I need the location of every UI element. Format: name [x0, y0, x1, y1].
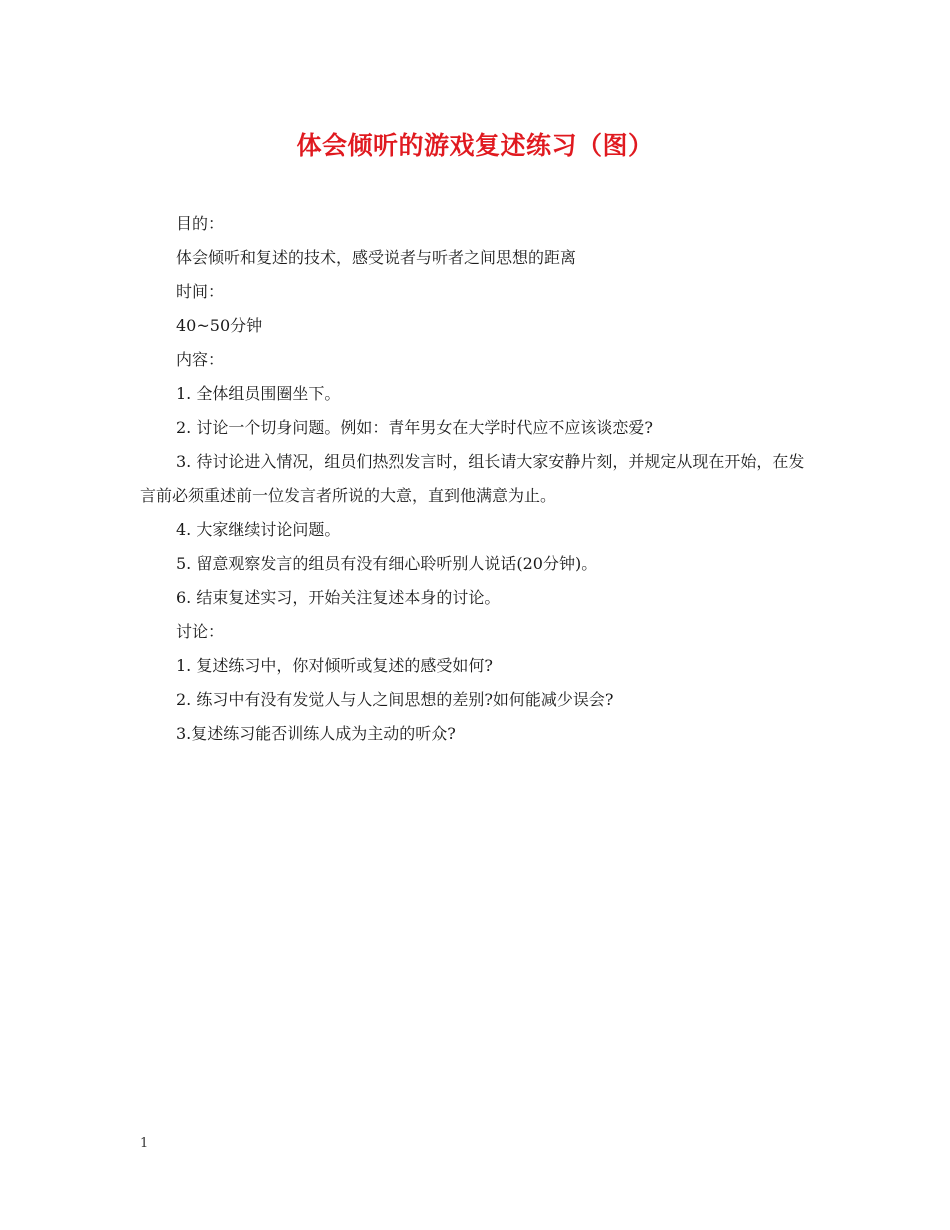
paragraph-purpose-heading: 目的： — [176, 214, 225, 233]
page-number: 1 — [140, 1136, 149, 1151]
paragraph-content-heading: 内容： — [176, 350, 225, 369]
list-item-content-5: 5. 留意观察发言的组员有没有细心聆听别人说话(20分钟)。 — [176, 554, 598, 573]
list-item-discussion-3: 3.复述练习能否训练人成为主动的听众? — [176, 724, 456, 743]
paragraph-time-heading: 时间： — [176, 282, 225, 301]
document-body — [140, 207, 815, 751]
list-item-content-4: 4. 大家继续讨论问题。 — [176, 520, 341, 539]
list-item-content-3: 3. 待讨论进入情况，组员们热烈发言时，组长请大家安静片刻，并规定从现在开始，在发言前必须重述前一位发言者所说的大意，直到他满意为止。 — [140, 452, 805, 505]
paragraph-purpose-text: 体会倾听和复述的技术，感受说者与听者之间思想的距离 — [176, 248, 577, 267]
list-item-content-2: 2. 讨论一个切身问题。例如：青年男女在大学时代应不应该谈恋爱? — [176, 418, 653, 437]
list-item-content-1: 1. 全体组员围圈坐下。 — [176, 384, 341, 403]
paragraph-discussion-heading: 讨论： — [176, 622, 225, 641]
list-item-content-6: 6. 结束复述实习，开始关注复述本身的讨论。 — [176, 588, 501, 607]
list-item-discussion-2: 2. 练习中有没有发觉人与人之间思想的差别?如何能减少误会? — [176, 690, 614, 709]
document-title: 体会倾听的游戏复述练习（图） — [296, 131, 654, 160]
paragraph-time-text: 40~50分钟 — [176, 316, 263, 335]
list-item-discussion-1: 1. 复述练习中，你对倾听或复述的感受如何? — [176, 656, 493, 675]
